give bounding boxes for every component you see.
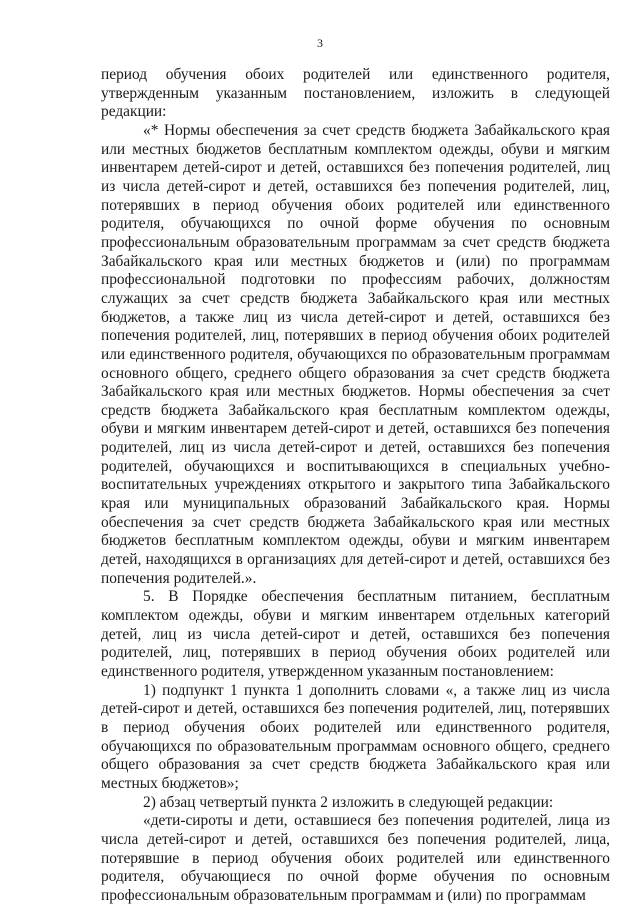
paragraph-continuation: период обучения обоих родителей или единственного родителя, утвержденным указанным постановлением, изложить в следующей редакции: bbox=[101, 66, 610, 121]
document-body bbox=[101, 66, 610, 906]
paragraph-norms-quote: «* Нормы обеспечения за счет средств бюджета Забайкальского края или местных бюджетов бесплатным комплектом одежды, обуви и мягким инвентарем детей-сирот и детей, оставшихся без попечения родителей, лиц из числа детей-сирот и детей, оставшихся без попечения родителей, лиц, потерявших в период обучения обоих родителей или единственного родителя, обучающихся по очной форме обучения по основным профессиональным образовательным программам за счет средств бюджета Забайкальского края или местных бюджетов и (или) по программам профессиональной подготовки по профессиям рабочих, должностям служащих за счет средств бюджета Забайкальского края или местных бюджетов, а также лиц из числа детей-сирот и детей, оставшихся без попечения родителей, лиц, потерявших в период обучения обоих родителей или единственного родителя, обучающихся по образовательным программам основного общего, среднего общего образования за счет средств бюджета Забайкальского края или местных бюджетов. Нормы обеспечения за счет средств бюджета Забайкальского края бесплатным комплектом одежды, обуви и мягким инвентарем детей-сирот и детей, оставшихся без попечения родителей, лиц из числа детей-сирот и детей, оставшихся без попечения родителей, обучающихся и воспитывающихся в специальных учебно-воспитательных учреждениях открытого и закрытого типа Забайкальского края или муниципальных образований Забайкальского края. Нормы обеспечения за счет средств бюджета Забайкальского края или местных бюджетов бесплатным комплектом одежды, обуви и мягким инвентарем детей, находящихся в организациях для детей-сирот и детей, оставшихся без попечения родителей.». bbox=[101, 121, 610, 587]
paragraph-subitem-2: 2) абзац четвертый пункта 2 изложить в следующей редакции: bbox=[143, 793, 554, 811]
paragraph-subitem-1: 1) подпункт 1 пункта 1 дополнить словами «, а также лиц из числа детей-сирот и детей, оставшихся без попечения родителей, лиц, потерявших в период обучения обоих родителей или единственного родителя, обучающихся по образовательным программам основного общего, среднего общего образования за счет средств бюджета Забайкальского края или местных бюджетов»; bbox=[101, 681, 610, 792]
page-number: 3 bbox=[317, 36, 323, 50]
paragraph-item-5: 5. В Порядке обеспечения бесплатным питанием, бесплатным комплектом одежды, обуви и мягким инвентарем отдельных категорий детей, лиц из числа детей-сирот и детей, оставшихся без попечения родителей, лиц, потерявших в период обучения обоих родителей или единственного родителя, утвержденном указанным постановлением: bbox=[101, 588, 610, 680]
paragraph-new-wording: «дети-сироты и дети, оставшиеся без попечения родителей, лица из числа детей-сирот и детей, оставшихся без попечения родителей, лица, потерявшие в период обучения обоих родителей или единственного родителя, обучающиеся по очной форме обучения по основным профессиональным образовательным программам и (или) по программам bbox=[101, 812, 610, 904]
